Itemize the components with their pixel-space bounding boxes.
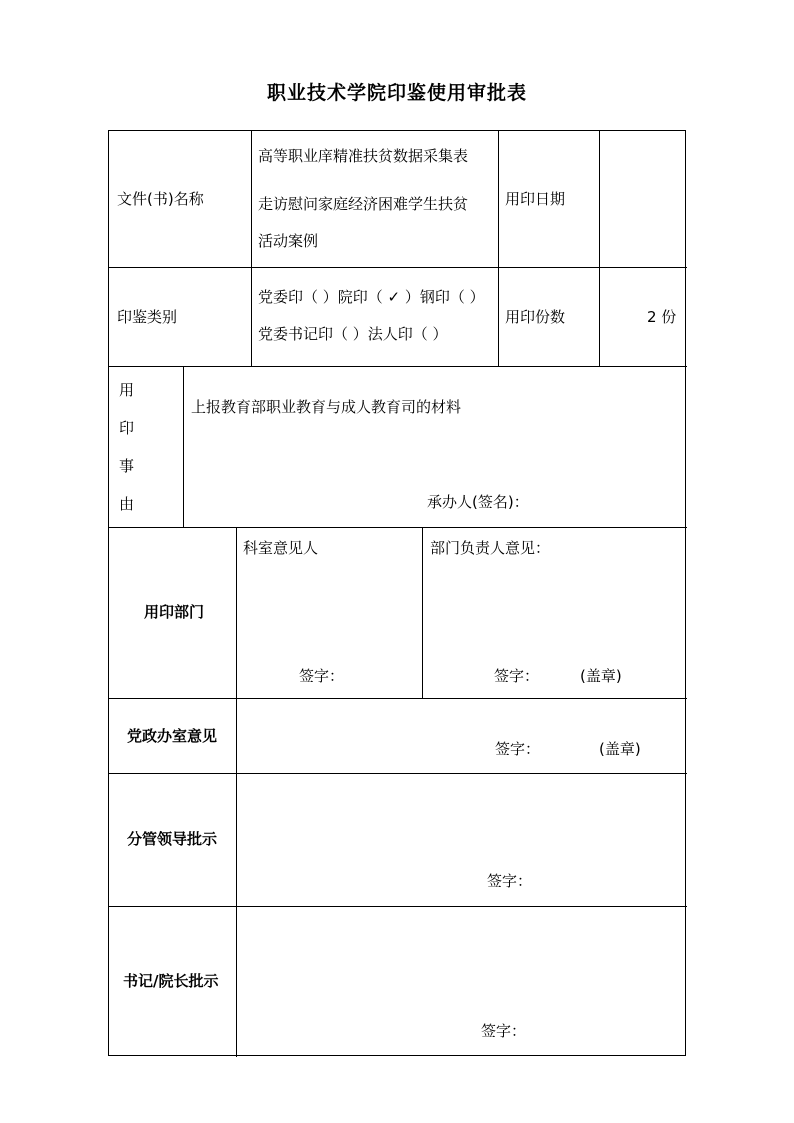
approval-form-table: [108, 130, 686, 1056]
president-sign-label: 签字：: [481, 1022, 527, 1040]
file-name-line: 高等职业庠精准扶贫数据采集表: [258, 147, 469, 165]
dept-head-stamp-label: (盖章): [580, 667, 622, 685]
row-divider: [109, 267, 687, 268]
col-divider: [236, 527, 237, 1057]
office-sign-label: 签字：: [495, 740, 541, 758]
row-divider: [109, 527, 687, 528]
row-divider: [109, 698, 687, 699]
use-date-label: 用印日期: [505, 190, 566, 208]
dept-label: 用印部门: [144, 603, 205, 621]
leader-label: 分管领导批示: [127, 830, 218, 848]
form-title: 职业技术学院印鉴使用审批表: [266, 82, 527, 104]
matter-label-char: 用: [119, 381, 135, 399]
matter-label-char: 由: [119, 495, 135, 513]
col-divider: [183, 366, 184, 527]
office-opinion-label: 党政办室意见: [127, 727, 218, 745]
copies-label: 用印份数: [505, 308, 566, 326]
file-name-label: 文件(书)名称: [117, 190, 204, 208]
col-divider: [599, 131, 600, 366]
file-name-line: 活动案例: [258, 232, 319, 250]
copies-value: 2 份: [647, 308, 677, 326]
file-name-line: 走访慰问家庭经济困难学生扶贫: [258, 195, 469, 213]
matter-text: 上报教育部职业教育与成人教育司的材料: [191, 398, 462, 416]
matter-label-char: 印: [119, 419, 135, 437]
matter-label-char: 事: [119, 457, 135, 475]
seal-options-part: 党委印（ ）院印（: [258, 288, 388, 306]
handler-signature-label: 承办人(签名)：: [427, 493, 529, 511]
row-divider: [109, 773, 687, 774]
dept-head-sign-label: 签字：: [494, 667, 540, 685]
president-label: 书记/院长批示: [123, 972, 219, 990]
seal-type-label: 印鉴类别: [117, 308, 178, 326]
check-mark-icon: ✓: [387, 288, 401, 306]
seal-options-line-1: [258, 290, 485, 305]
col-divider: [251, 131, 252, 366]
section-opinion-label: 科室意见人: [243, 539, 319, 557]
dept-head-opinion-label: 部门负责人意见：: [430, 539, 551, 557]
row-divider: [109, 906, 687, 907]
office-stamp-label: (盖章): [599, 740, 641, 758]
section-sign-label: 签字：: [299, 667, 345, 685]
col-divider: [422, 527, 423, 698]
row-divider: [109, 366, 687, 367]
seal-options-part: ）钢印（ ）: [400, 288, 485, 306]
leader-sign-label: 签字：: [487, 872, 533, 890]
seal-options-line-2: 党委书记印（ ）法人印（ ）: [258, 325, 448, 343]
col-divider: [498, 131, 499, 366]
